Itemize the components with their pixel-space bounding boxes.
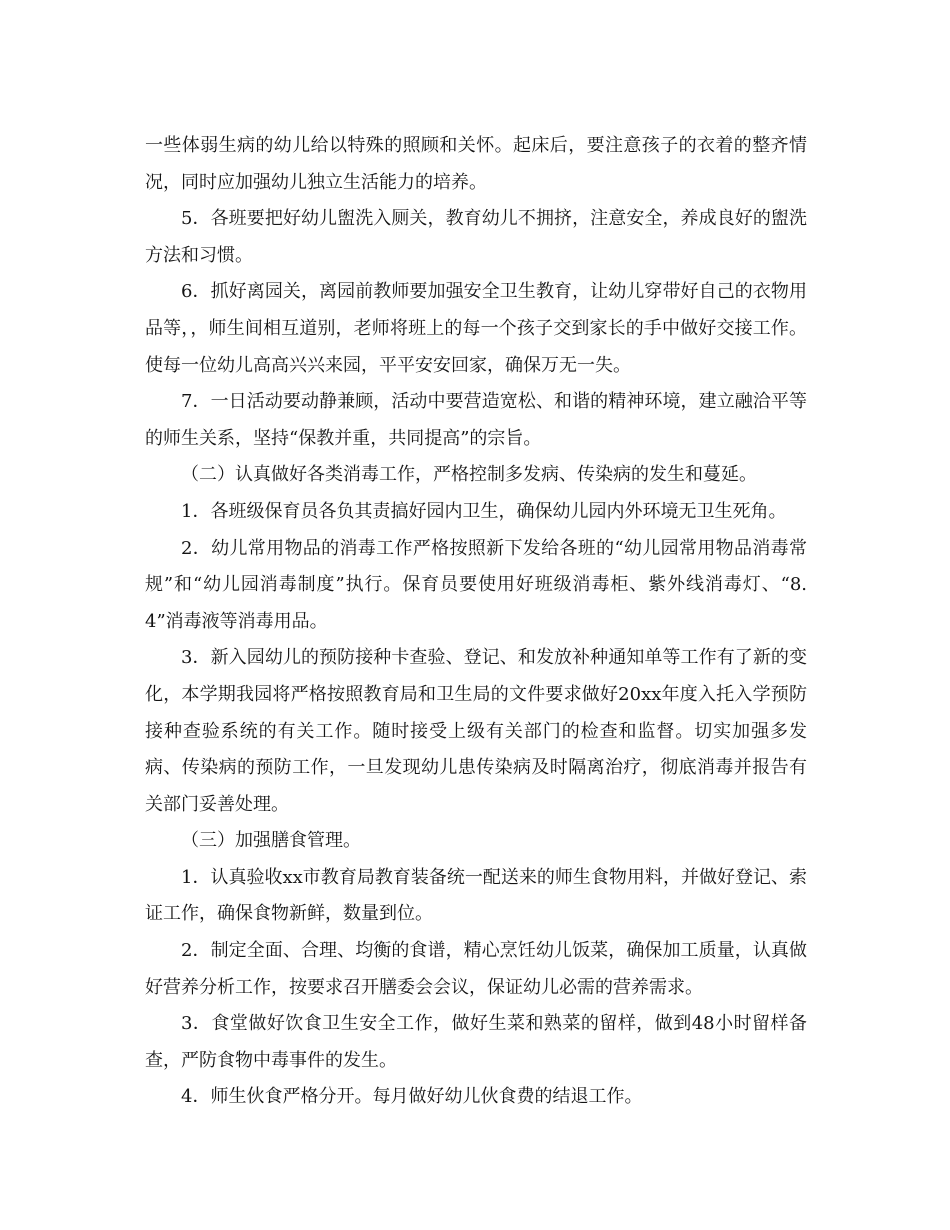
- section-heading-disinfection: （二）认真做好各类消毒工作，严格控制多发病、传染病的发生和蔓延。: [181, 464, 757, 486]
- paragraph-item-5: 5．各班要把好幼儿盥洗入厕关，教育幼儿不拥挤，注意安全，养成良好的盥洗方法和习惯。: [145, 208, 807, 266]
- paragraph-meals-2: 2．制定全面、合理、均衡的食谱，精心烹饪幼儿饭菜，确保加工质量，认真做好营养分析工作，按要求召开膳委会会议，保证幼儿必需的营养需求。: [145, 940, 807, 998]
- paragraph-meals-3: 3．食堂做好饮食卫生安全工作，做好生菜和熟菜的留样，做到48小时留样备查，严防食物中毒事件的发生。: [145, 1013, 807, 1071]
- paragraph-continuation: 一些体弱生病的幼儿给以特殊的照顾和关怀。起床后，要注意孩子的衣着的整齐情况，同时应加强幼儿独立生活能力的培养。: [145, 135, 807, 193]
- paragraph-disinfection-3: 3．新入园幼儿的预防接种卡查验、登记、和发放补种通知单等工作有了新的变化，本学期我园将严格按照教育局和卫生局的文件要求做好20xx年度入托入学预防接种查验系统的有关工作。随时接受上级有关部门的检查和监督。切实加强多发病、传染病的预防工作，一旦发现幼儿患传染病及时隔离治疗，彻底消毒并报告有关部门妥善处理。: [145, 647, 807, 815]
- section-heading-meals: （三）加强膳食管理。: [181, 830, 361, 852]
- paragraph-disinfection-1: 1．各班级保育员各负其责搞好园内卫生，确保幼儿园内外环境无卫生死角。: [181, 500, 787, 522]
- paragraph-item-7: 7．一日活动要动静兼顾，活动中要营造宽松、和谐的精神环境，建立融洽平等的师生关系，坚持“保教并重，共同提高”的宗旨。: [145, 391, 807, 449]
- paragraph-meals-1: 1．认真验收xx市教育局教育装备统一配送来的师生食物用料，并做好登记、索证工作，确保食物新鲜，数量到位。: [145, 866, 807, 925]
- paragraph-disinfection-2: 2．幼儿常用物品的消毒工作严格按照新下发给各班的“幼儿园常用物品消毒常规”和“幼儿园消毒制度”执行。保育员要使用好班级消毒柜、紫外线消毒灯、“8.4”消毒液等消毒用品。: [145, 537, 807, 632]
- paragraph-meals-4: 4．师生伙食严格分开。每月做好幼儿伙食费的结退工作。: [181, 1086, 643, 1108]
- document-body: [145, 128, 807, 1116]
- paragraph-item-6: 6．抓好离园关，离园前教师要加强安全卫生教育，让幼儿穿带好自己的衣物用品等，，师生间相互道别，老师将班上的每一个孩子交到家长的手中做好交接工作。使每一位幼儿高高兴兴来园，平平安安回家，确保万无一失。: [145, 281, 807, 376]
